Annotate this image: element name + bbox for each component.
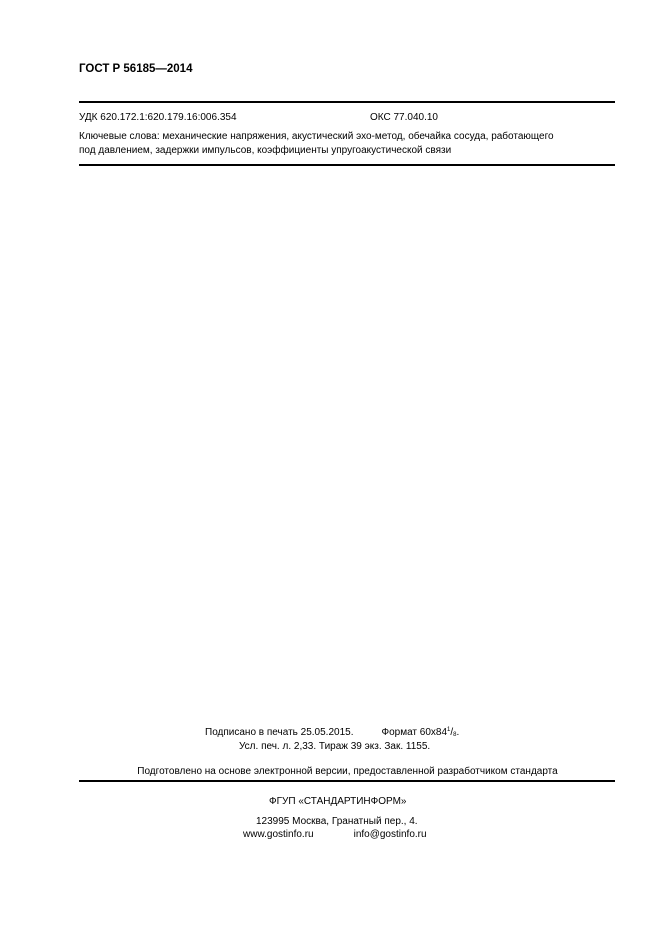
oks-code: ОКС 77.040.10	[370, 112, 438, 123]
standard-number: ГОСТ Р 56185—2014	[79, 63, 193, 75]
paper-format: Формат $60х84^1/_8$.	[381, 727, 460, 738]
udk-code: УДК 620.172.1:620.179.16:006.354	[79, 112, 237, 123]
keywords-rule	[79, 164, 615, 166]
publisher-name: ФГУП «СТАНДАРТИНФОРМ»	[269, 796, 407, 807]
print-info: Усл. печ. л. 2,33. Тираж 39 экз. Зак. 1155.	[239, 741, 431, 752]
imprint-signed-line	[205, 727, 459, 738]
top-rule	[79, 101, 615, 103]
signed-date: Подписано в печать 25.05.2015.	[205, 727, 354, 738]
keywords-text: Ключевые слова: механические напряжения, акустический эхо-метод, обечайка сосуда, работающего под давлением, задержки импульсов, коэффициенты упругоакустической связи	[79, 131, 554, 156]
prepared-note: Подготовлено на основе электронной версии, предоставленной разработчиком стандарта	[137, 766, 558, 777]
publisher-address: 123995 Москва, Гранатный пер., 4.	[256, 816, 418, 827]
email-link[interactable]: info@gostinfo.ru	[353, 829, 427, 840]
bottom-rule	[79, 780, 615, 782]
website-link[interactable]: www.gostinfo.ru	[243, 829, 314, 840]
publisher-contacts	[243, 829, 427, 840]
